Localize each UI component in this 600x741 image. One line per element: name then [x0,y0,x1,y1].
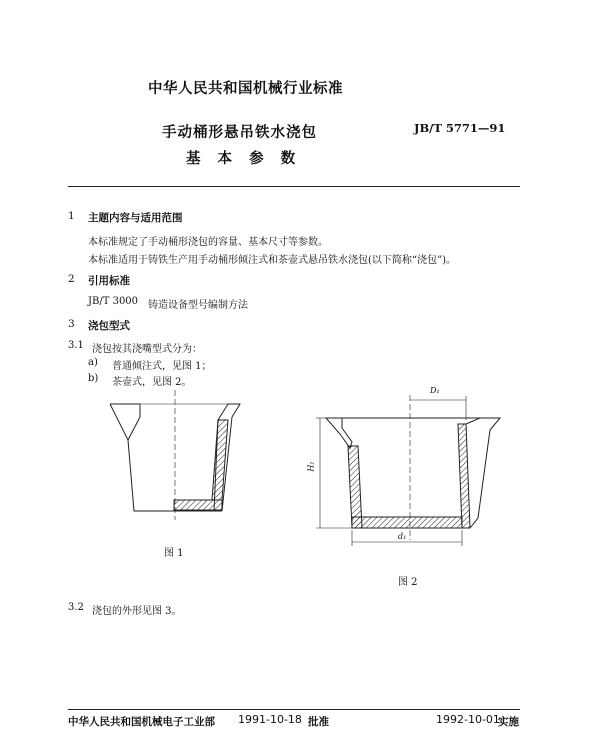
figure-2-label-D1: D₁ [430,386,440,395]
figure-2-label-H1: H₁ [306,461,316,472]
section-1-number: 1 [68,210,75,222]
figure-2-label-d1: d₁ [398,532,407,541]
section-3-2-number: 3.2 [68,602,84,613]
figure-2-caption: 图 2 [398,577,418,588]
section-3-title: 浇包型式 [88,320,130,332]
doc-title-line1: 手动桶形悬吊铁水浇包 [162,125,317,141]
item-b-marker: b) [88,373,99,384]
section-3-2-text: 浇包的外形见图 3。 [92,606,182,617]
section-2-number: 2 [68,273,75,285]
figure-1-caption: 图 1 [164,548,184,559]
item-a-marker: a) [88,357,98,368]
footer-approve-label: 批准 [308,716,329,728]
footer-issuer: 中华人民共和国机械电子工业部 [68,716,215,728]
item-a-text: 普通倾注式，见图 1； [112,361,212,372]
section-3-number: 3 [68,318,75,330]
doc-title-line2: 基 本 参 数 [186,151,302,167]
section-2-title: 引用标准 [88,275,130,287]
section-1-para1: 本标准规定了手动桶形浇包的容量、基本尺寸等参数。 [88,237,328,248]
section-1-title: 主题内容与适用范围 [88,212,183,224]
footer-impl-date: 1992-10-01 [436,713,500,726]
org-title: 中华人民共和国机械行业标准 [148,81,343,97]
section-3-1-text: 浇包按其浇嘴型式分为： [92,344,202,355]
item-b-text: 茶壶式，见图 2。 [112,377,192,388]
footer-approve-date: 1991-10-18 [238,713,302,726]
reference-title: 铸造设备型号编制方法 [148,300,248,311]
section-1-para2: 本标准适用于铸铁生产用手动桶形倾注式和茶壶式悬吊铁水浇包(以下简称“浇包”)。 [88,255,457,266]
section-3-1-number: 3.1 [68,340,84,351]
header-rule [68,186,520,187]
reference-code: JB/T 3000 [88,296,139,307]
footer-rule [68,709,520,710]
standard-code: JB/T 5771—91 [414,121,506,135]
footer-impl-label: 实施 [498,716,519,728]
